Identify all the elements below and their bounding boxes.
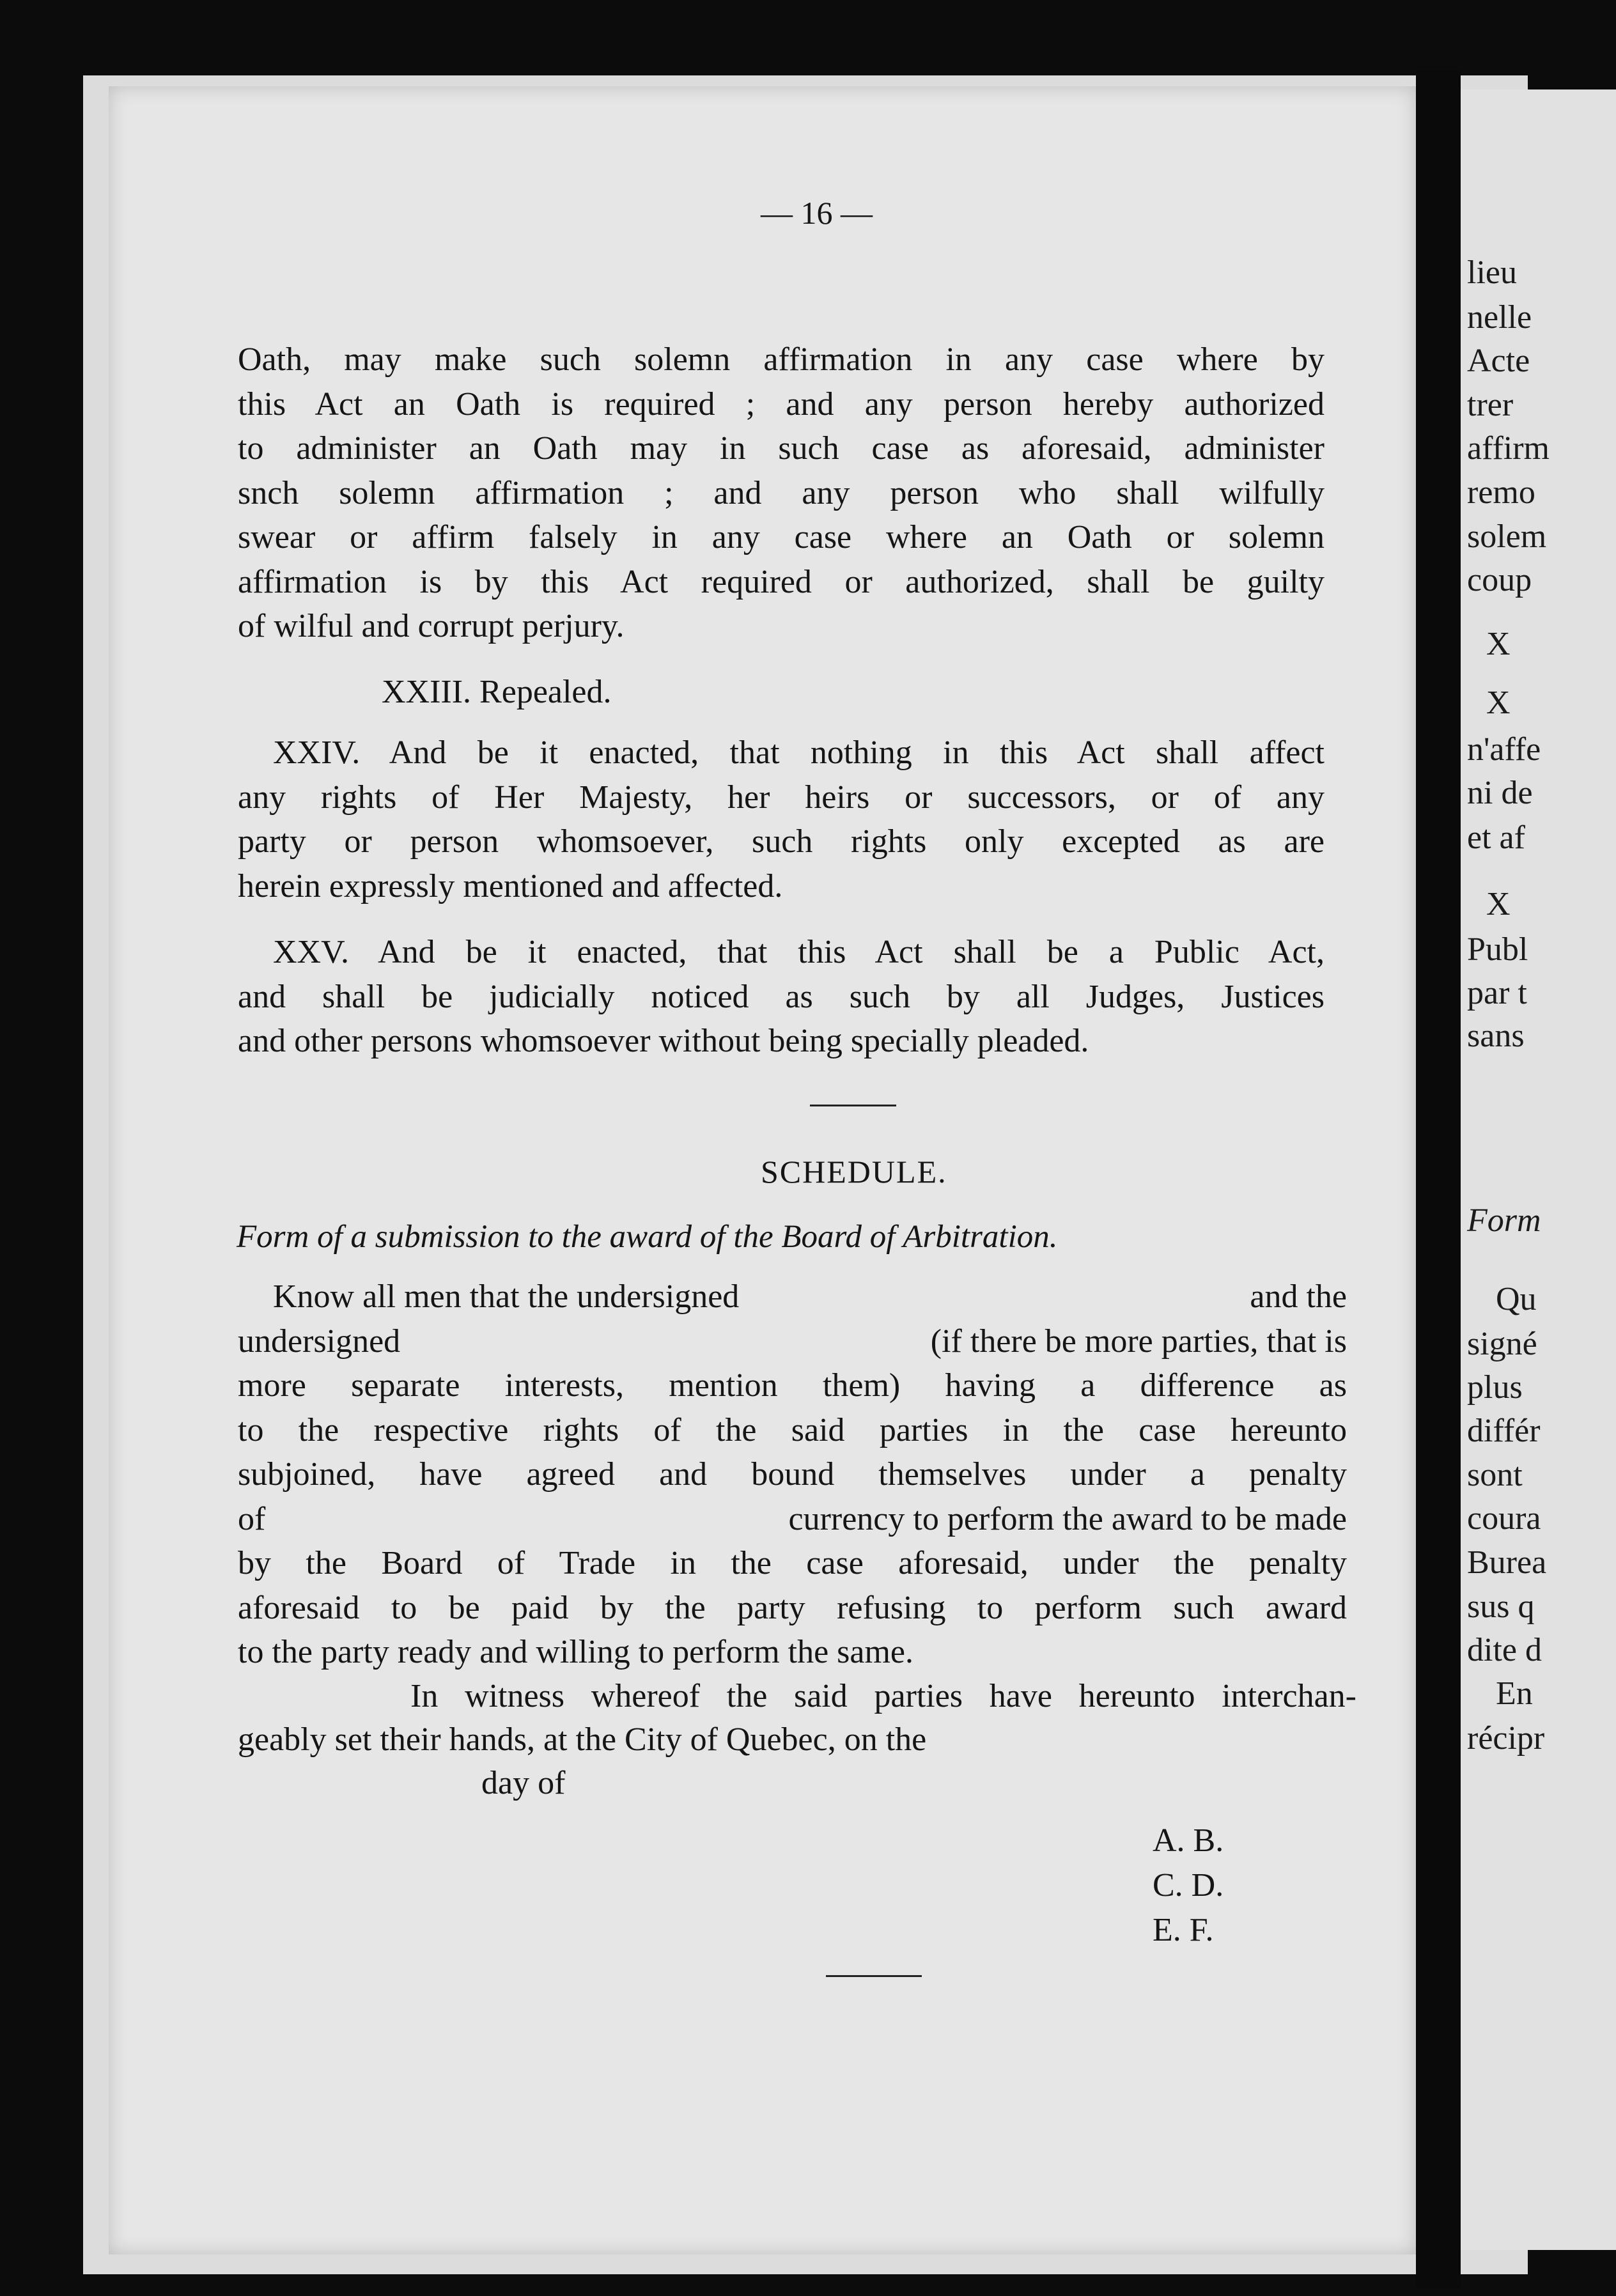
facing-page-fragment: affirm	[1467, 430, 1550, 467]
text-line: and shall be judicially noticed as such by all Judges, Justices	[238, 978, 1325, 1015]
facing-page-fragment: X	[1486, 685, 1511, 721]
text-line: party or person whomsoever, such rights only excepted as are	[238, 823, 1325, 860]
section-xxiv	[238, 731, 1325, 908]
signature-ab: A. B.	[1153, 1822, 1224, 1859]
facing-page-fragment: et af	[1467, 819, 1525, 856]
facing-page-fragment: Form	[1467, 1202, 1541, 1239]
signature-cd: C. D.	[1153, 1867, 1224, 1904]
facing-page-fragment: coup	[1467, 562, 1532, 598]
text-line: XXIV. And be it enacted, that nothing in this Act shall affect	[273, 734, 1325, 771]
witness-line: In witness whereof the said parties have hereunto interchan-	[410, 1678, 1356, 1714]
text-line: this Act an Oath is required ; and any person hereby authorized	[238, 385, 1325, 423]
facing-page-fragment: trer	[1467, 387, 1514, 423]
schedule-subheading: Form of a submission to the award of the Board of Arbitration.	[237, 1219, 1058, 1255]
facing-page	[1461, 89, 1616, 2250]
form-line-left: Know all men that the undersigned	[273, 1278, 740, 1315]
text-line: to administer an Oath may in such case as aforesaid, administer	[238, 430, 1325, 467]
section-xxiii: XXIII. Repealed.	[382, 674, 612, 710]
text-line: any rights of Her Majesty, her heirs or successors, or of any	[238, 779, 1325, 816]
end-rule	[826, 1975, 922, 1977]
text-line: Oath, may make such solemn affirmation in any case where by	[238, 341, 1325, 378]
form-line-left: of	[238, 1500, 266, 1537]
facing-page-fragment: sus q	[1467, 1588, 1535, 1625]
witness-line: day of	[481, 1765, 566, 1801]
form-line: aforesaid to be paid by the party refusing to perform such award	[238, 1589, 1347, 1626]
facing-page-fragment: ni de	[1467, 775, 1533, 811]
form-line-right: and the	[1250, 1278, 1347, 1315]
form-line: subjoined, have agreed and bound themselves under a penalty	[238, 1456, 1347, 1493]
text-line: of wilful and corrupt perjury.	[238, 608, 625, 644]
facing-page-fragment: Publ	[1467, 931, 1528, 968]
facing-page-fragment: par t	[1467, 975, 1527, 1011]
form-line-right: (if there be more parties, that is	[930, 1323, 1347, 1360]
facing-page-fragment: En	[1496, 1675, 1533, 1712]
facing-page-fragment: solem	[1467, 518, 1547, 555]
form-line-left: undersigned	[238, 1323, 401, 1360]
facing-page-fragment: remo	[1467, 474, 1535, 511]
text-line: XXV. And be it enacted, that this Act shall be a Public Act,	[273, 934, 1325, 970]
facing-page-fragment: plus	[1467, 1369, 1523, 1406]
facing-page-fragment: X	[1486, 626, 1511, 662]
facing-page-fragment: coura	[1467, 1500, 1541, 1537]
facing-page-fragment: Burea	[1467, 1544, 1547, 1581]
facing-page-fragment: signé	[1467, 1326, 1537, 1362]
facing-page-fragment: récipr	[1467, 1720, 1545, 1757]
text-line: snch solemn affirmation ; and any person who shall wilfully	[238, 474, 1325, 511]
section-xxv	[238, 930, 1325, 1064]
facing-page-fragment: lieu	[1467, 254, 1517, 291]
signature-ef: E. F.	[1153, 1912, 1214, 1948]
text-line: affirmation is by this Act required or authorized, shall be guilty	[238, 563, 1325, 600]
form-line-right: currency to perform the award to be made	[788, 1500, 1347, 1537]
form-line: to the party ready and willing to perform the same.	[238, 1634, 914, 1670]
facing-page-fragment: différ	[1467, 1413, 1541, 1449]
paragraph-oath	[238, 337, 1325, 649]
witness-line: geably set their hands, at the City of Quebec, on the	[238, 1721, 927, 1758]
facing-page-fragment: nelle	[1467, 299, 1532, 336]
facing-page-fragment: X	[1486, 886, 1511, 922]
form-line: more separate interests, mention them) having a difference as	[238, 1367, 1347, 1404]
text-line: herein expressly mentioned and affected.	[238, 867, 783, 904]
divider-rule	[810, 1105, 896, 1106]
text-line: and other persons whomsoever without being specially pleaded.	[238, 1023, 1089, 1059]
facing-page-fragment: n'affe	[1467, 731, 1541, 768]
form-line: by the Board of Trade in the case aforesaid, under the penalty	[238, 1545, 1347, 1581]
schedule-heading: SCHEDULE.	[761, 1154, 947, 1190]
facing-page-fragment: sont	[1467, 1457, 1523, 1493]
form-line: to the respective rights of the said parties in the case hereunto	[238, 1411, 1347, 1448]
facing-page-fragment: Qu	[1496, 1281, 1537, 1317]
facing-page-fragment: Acte	[1467, 343, 1530, 379]
facing-page-fragment: dite d	[1467, 1632, 1542, 1668]
page-number: — 16 —	[761, 195, 873, 231]
facing-page-fragment: sans	[1467, 1018, 1525, 1054]
text-line: swear or affirm falsely in any case where an Oath or solemn	[238, 519, 1325, 555]
